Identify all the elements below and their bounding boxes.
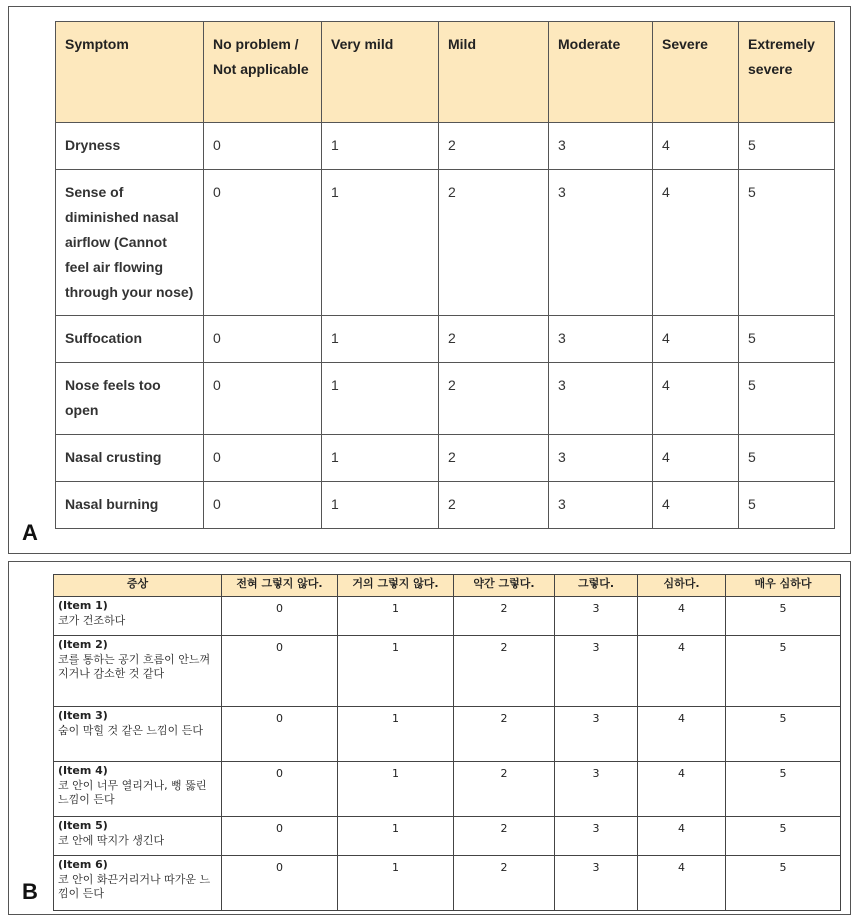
score-cell: 2 xyxy=(439,363,549,435)
item-cell xyxy=(54,597,222,636)
table-row xyxy=(54,817,841,856)
score-cell: 2 xyxy=(454,817,555,856)
symptom-cell: Nasal burning xyxy=(56,482,204,529)
score-cell: 0 xyxy=(222,762,338,817)
score-cell: 5 xyxy=(739,435,835,482)
panel-a xyxy=(8,6,851,554)
score-cell: 4 xyxy=(653,363,739,435)
item-number: (Item 2) xyxy=(58,638,108,651)
header-cell: 전혀 그렇지 않다. xyxy=(222,575,338,597)
score-cell: 5 xyxy=(726,707,841,762)
item-number: (Item 5) xyxy=(58,819,108,832)
score-cell: 1 xyxy=(338,817,454,856)
score-cell: 1 xyxy=(322,170,439,316)
score-cell: 4 xyxy=(653,435,739,482)
item-text: 숨이 막힐 것 같은 느낌이 든다 xyxy=(58,723,203,737)
score-cell: 5 xyxy=(726,856,841,911)
score-cell: 1 xyxy=(322,435,439,482)
score-cell: 0 xyxy=(204,435,322,482)
item-cell xyxy=(54,636,222,707)
score-cell: 1 xyxy=(338,636,454,707)
score-cell: 0 xyxy=(204,316,322,363)
score-cell: 1 xyxy=(322,316,439,363)
header-cell: Very mild xyxy=(322,22,439,123)
item-text: 코 안에 딱지가 생긴다 xyxy=(58,833,165,847)
item-number: (Item 3) xyxy=(58,709,108,722)
score-cell: 5 xyxy=(739,316,835,363)
score-cell: 3 xyxy=(549,435,653,482)
score-cell: 0 xyxy=(204,170,322,316)
table-row xyxy=(54,707,841,762)
score-cell: 2 xyxy=(439,435,549,482)
panel-label-b: B xyxy=(22,879,38,904)
score-cell: 3 xyxy=(555,636,638,707)
score-cell: 2 xyxy=(439,123,549,170)
score-cell: 4 xyxy=(653,316,739,363)
score-cell: 5 xyxy=(726,636,841,707)
symptom-table-english xyxy=(55,21,835,529)
score-cell: 4 xyxy=(638,636,726,707)
score-cell: 1 xyxy=(338,856,454,911)
item-text: 코가 건조하다 xyxy=(58,613,126,627)
score-cell: 0 xyxy=(204,123,322,170)
score-cell: 4 xyxy=(653,123,739,170)
header-cell: Symptom xyxy=(56,22,204,123)
score-cell: 5 xyxy=(739,363,835,435)
score-cell: 4 xyxy=(638,817,726,856)
score-cell: 3 xyxy=(555,707,638,762)
score-cell: 1 xyxy=(338,762,454,817)
score-cell: 3 xyxy=(549,123,653,170)
score-cell: 3 xyxy=(549,170,653,316)
item-number: (Item 4) xyxy=(58,764,108,777)
item-cell xyxy=(54,707,222,762)
table-row xyxy=(54,856,841,911)
score-cell: 5 xyxy=(726,817,841,856)
item-text: 코 안이 너무 열리거나, 뻥 뚫린 느낌이 든다 xyxy=(58,778,207,806)
header-cell: Severe xyxy=(653,22,739,123)
score-cell: 3 xyxy=(555,856,638,911)
score-cell: 2 xyxy=(454,762,555,817)
score-cell: 3 xyxy=(555,817,638,856)
score-cell: 5 xyxy=(726,762,841,817)
score-cell: 2 xyxy=(439,482,549,529)
table-row xyxy=(56,170,835,316)
symptom-cell: Dryness xyxy=(56,123,204,170)
score-cell: 0 xyxy=(204,482,322,529)
header-cell: Moderate xyxy=(549,22,653,123)
header-cell: No problem / Not applicable xyxy=(204,22,322,123)
score-cell: 0 xyxy=(222,597,338,636)
table-row xyxy=(56,482,835,529)
table-row xyxy=(56,363,835,435)
table-header-row xyxy=(56,22,835,123)
score-cell: 1 xyxy=(322,482,439,529)
score-cell: 4 xyxy=(638,856,726,911)
score-cell: 4 xyxy=(638,762,726,817)
score-cell: 0 xyxy=(222,856,338,911)
score-cell: 5 xyxy=(739,170,835,316)
score-cell: 2 xyxy=(454,856,555,911)
score-cell: 0 xyxy=(222,636,338,707)
table-header-row xyxy=(54,575,841,597)
score-cell: 1 xyxy=(322,363,439,435)
score-cell: 3 xyxy=(555,762,638,817)
table-row xyxy=(54,762,841,817)
panel-b xyxy=(8,561,851,915)
symptom-cell: Nasal crusting xyxy=(56,435,204,482)
table-row xyxy=(56,435,835,482)
score-cell: 1 xyxy=(322,123,439,170)
item-text: 코를 통하는 공기 흐름이 안느껴지거나 감소한 것 같다 xyxy=(58,652,211,680)
header-cell: 매우 심하다 xyxy=(726,575,841,597)
item-number: (Item 1) xyxy=(58,599,108,612)
header-cell: 그렇다. xyxy=(555,575,638,597)
score-cell: 5 xyxy=(726,597,841,636)
symptom-table-korean xyxy=(53,574,841,911)
score-cell: 2 xyxy=(454,636,555,707)
header-cell: 거의 그렇지 않다. xyxy=(338,575,454,597)
header-cell: 약간 그렇다. xyxy=(454,575,555,597)
score-cell: 0 xyxy=(204,363,322,435)
header-cell: 증상 xyxy=(54,575,222,597)
score-cell: 4 xyxy=(638,597,726,636)
item-number: (Item 6) xyxy=(58,858,108,871)
score-cell: 2 xyxy=(439,170,549,316)
score-cell: 1 xyxy=(338,707,454,762)
item-cell xyxy=(54,762,222,817)
symptom-cell: Nose feels too open xyxy=(56,363,204,435)
score-cell: 3 xyxy=(549,316,653,363)
score-cell: 0 xyxy=(222,707,338,762)
table-row xyxy=(56,316,835,363)
symptom-cell: Sense of diminished nasal airflow (Cannot feel air flowing through your nose) xyxy=(56,170,204,316)
score-cell: 4 xyxy=(653,170,739,316)
panel-label-a: A xyxy=(22,520,38,545)
header-cell: Extremely severe xyxy=(739,22,835,123)
score-cell: 0 xyxy=(222,817,338,856)
score-cell: 3 xyxy=(549,363,653,435)
score-cell: 3 xyxy=(549,482,653,529)
score-cell: 4 xyxy=(653,482,739,529)
score-cell: 5 xyxy=(739,482,835,529)
score-cell: 4 xyxy=(638,707,726,762)
score-cell: 2 xyxy=(454,597,555,636)
item-text: 코 안이 화끈거리거나 따가운 느낌이 든다 xyxy=(58,872,211,900)
table-row xyxy=(54,597,841,636)
table-row xyxy=(54,636,841,707)
item-cell xyxy=(54,856,222,911)
item-cell xyxy=(54,817,222,856)
header-cell: Mild xyxy=(439,22,549,123)
symptom-cell: Suffocation xyxy=(56,316,204,363)
score-cell: 2 xyxy=(454,707,555,762)
score-cell: 3 xyxy=(555,597,638,636)
score-cell: 2 xyxy=(439,316,549,363)
score-cell: 1 xyxy=(338,597,454,636)
table-row xyxy=(56,123,835,170)
header-cell: 심하다. xyxy=(638,575,726,597)
score-cell: 5 xyxy=(739,123,835,170)
